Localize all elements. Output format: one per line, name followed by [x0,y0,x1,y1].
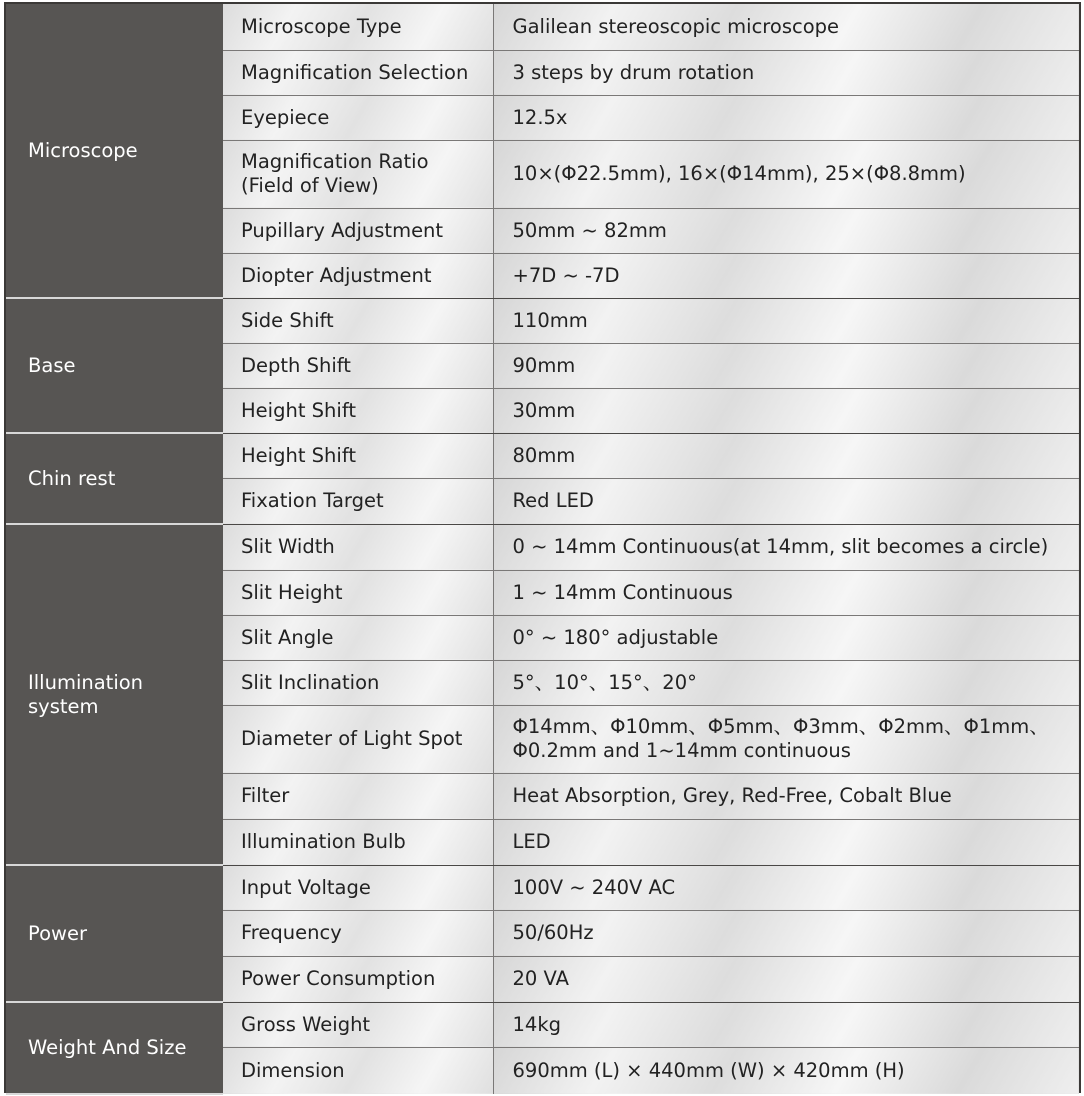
table-row [6,865,1079,910]
table-row [6,298,1079,343]
parameter-cell: Filter [223,773,493,819]
value-cell: 20 VA [493,956,1079,1002]
category-cell [6,4,223,298]
category-label: Microscope [28,138,138,162]
parameter-cell: Slit Width [223,524,493,570]
value-cell: 0 ~ 14mm Continuous(at 14mm, slit becomes a circle) [493,524,1079,570]
value-cell: 10×(Φ22.5mm), 16×(Φ14mm), 25×(Φ8.8mm) [493,140,1079,208]
parameter-cell: Slit Angle [223,615,493,660]
table-row [6,1002,1079,1047]
value-cell: Galilean stereoscopic microscope [493,4,1079,50]
spec-table-body [6,4,1079,1094]
value-cell: 14kg [493,1002,1079,1047]
value-cell: 50mm ~ 82mm [493,208,1079,253]
table-row [6,524,1079,570]
parameter-cell: Magnification Selection [223,50,493,95]
parameter-cell: Pupillary Adjustment [223,208,493,253]
parameter-cell: Slit Inclination [223,660,493,705]
parameter-cell: Dimension [223,1047,493,1094]
table-row [6,433,1079,478]
category-label: Power [28,921,87,945]
parameter-cell: Fixation Target [223,478,493,524]
parameter-cell: Frequency [223,910,493,956]
category-cell [6,298,223,433]
value-cell: Heat Absorption, Grey, Red-Free, Cobalt Blue [493,773,1079,819]
value-cell: 12.5x [493,95,1079,140]
parameter-cell: Height Shift [223,388,493,433]
parameter-cell: Power Consumption [223,956,493,1002]
value-cell: Φ14mm、Φ10mm、Φ5mm、Φ3mm、Φ2mm、Φ1mm、 Φ0.2mm and 1~14mm continuous [493,705,1079,773]
parameter-cell: Height Shift [223,433,493,478]
value-cell: 100V ~ 240V AC [493,865,1079,910]
parameter-cell: Input Voltage [223,865,493,910]
value-cell: 90mm [493,343,1079,388]
value-cell: 0° ~ 180° adjustable [493,615,1079,660]
category-cell [6,1002,223,1094]
category-label: Chin rest [28,466,116,490]
parameter-cell: Gross Weight [223,1002,493,1047]
category-label: Base [28,353,76,377]
value-cell: 5°、10°、15°、20° [493,660,1079,705]
value-cell: Red LED [493,478,1079,524]
parameter-cell: Eyepiece [223,95,493,140]
value-cell: LED [493,819,1079,865]
category-cell [6,433,223,524]
parameter-cell: Side Shift [223,298,493,343]
parameter-cell: Slit Height [223,570,493,615]
spec-table [6,4,1079,1095]
value-cell: +7D ~ -7D [493,253,1079,298]
value-cell: 50/60Hz [493,910,1079,956]
value-cell: 690mm (L) × 440mm (W) × 420mm (H) [493,1047,1079,1094]
category-label: Illumination system [28,670,144,718]
parameter-cell: Microscope Type [223,4,493,50]
value-cell: 30mm [493,388,1079,433]
parameter-cell: Magnification Ratio (Field of View) [223,140,493,208]
value-cell: 1 ~ 14mm Continuous [493,570,1079,615]
parameter-cell: Depth Shift [223,343,493,388]
value-cell: 3 steps by drum rotation [493,50,1079,95]
value-cell: 110mm [493,298,1079,343]
category-cell [6,865,223,1002]
parameter-cell: Diopter Adjustment [223,253,493,298]
category-cell [6,524,223,865]
value-cell: 80mm [493,433,1079,478]
spec-table-container [4,2,1081,1093]
category-label: Weight And Size [28,1036,187,1059]
parameter-cell: Illumination Bulb [223,819,493,865]
table-row [6,4,1079,50]
parameter-cell: Diameter of Light Spot [223,705,493,773]
